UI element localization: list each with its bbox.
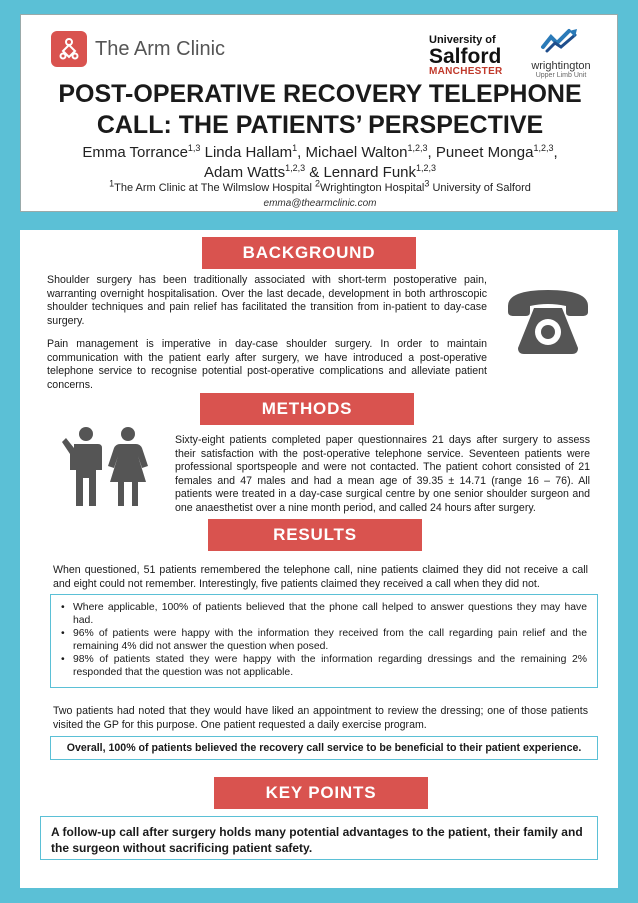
affiliation-number: 3 (424, 178, 430, 189)
results-bullet: • Where applicable, 100% of patients believed that the phone call helped to answer questions they may have had. (61, 601, 587, 627)
author-affiliation: 1,2,3 (533, 143, 554, 153)
poster-body (20, 230, 618, 888)
author-affiliation: 1,2,3 (407, 143, 428, 153)
poster-title (21, 79, 619, 141)
poster-header (20, 14, 618, 212)
title-line-2: CALL: THE PATIENTS’ PERSPECTIVE (96, 111, 544, 139)
results-intro: When questioned, 51 patients remembered the telephone call, nine patients claimed they did not receive a call and eight could not remember. Interestingly, five patients claimed they received a call when they did not. (53, 564, 588, 590)
author-name: Puneet Monga (435, 144, 534, 161)
contact-email: emma@thearmclinic.com (263, 198, 377, 209)
key-points-text: A follow-up call after surgery holds many potential advantages to the patient, their family and the surgeon without sacrificing patient safety. (40, 816, 598, 860)
results-findings-box (50, 594, 598, 688)
author-separator: & (305, 164, 324, 181)
author-name: Linda Hallam (204, 144, 293, 161)
author-name: Adam Watts (203, 164, 286, 181)
methods-heading: METHODS (200, 393, 414, 425)
results-bullet: • 96% of patients were happy with the information they received from the call regarding pain relief and the remaining 4% did not answer the question when posed. (61, 627, 587, 653)
author-name: Lennard Funk (323, 164, 417, 181)
salford-logo (429, 34, 503, 77)
wrightington-logo (521, 27, 601, 79)
author-separator: , (297, 144, 306, 161)
results-followup: Two patients had noted that they would have liked an appointment to review the dressing; one of those patients visited the GP for this purpose. One patient requested a daily exercise program. (53, 705, 588, 731)
affiliation-text: University of Salford (429, 182, 531, 194)
arm-clinic-logo-icon (51, 31, 87, 67)
arm-clinic-logo (51, 31, 225, 67)
affiliation-text: The Arm Clinic at The Wilmslow Hospital (114, 182, 316, 194)
affiliations (21, 178, 619, 194)
affiliation-number: 1 (109, 178, 115, 189)
results-overall: Overall, 100% of patients believed the recovery call service to be beneficial to their patient experience. (50, 736, 598, 760)
background-paragraph-1: Shoulder surgery has been traditionally associated with short-term postoperative pain, warranting overnight hospitalisation. Over the last decade, development in both arthroscopic shoulder techniques and pain relief has facilitated the transition from in-patient to day-case surgery. (47, 274, 487, 327)
affiliation-text: Wrightington Hospital (320, 182, 425, 194)
key-points-heading: KEY POINTS (214, 777, 428, 809)
wrightington-logo-name: wrightington (531, 60, 591, 72)
telephone-icon (504, 286, 592, 356)
clinic-name: The Arm Clinic (95, 37, 226, 60)
woman-icon (108, 426, 148, 508)
wrightington-logo-icon (539, 27, 583, 55)
author-affiliation: 1,3 (187, 143, 201, 153)
author-separator: , (427, 144, 436, 161)
author-affiliation: 1 (292, 143, 298, 153)
author-separator: , (553, 144, 558, 161)
methods-paragraph: Sixty-eight patients completed paper questionnaires 21 days after surgery to assess their satisfaction with the post-operative telephone service. Seventeen patients were professional sportspeople and were not contacted. The patient cohort consisted of 21 females and 47 males and had a mean age of 39.35 ± 14.71 (range 16 – 76). All patients were treated in a day-case surgical centre by one senior shoulder surgeon and one anaesthetist over a nine month period, and called 24 hours after surgery. (175, 434, 590, 514)
background-paragraph-2: Pain management is imperative in day-case shoulder surgery. In order to maintain communication with the patient early after surgery, we have introduced a post-operative telephone service to recognise potential post-operative complications and alleviate patient concerns. (47, 338, 487, 391)
author-list (21, 143, 619, 183)
author-name: Emma Torrance (82, 144, 188, 161)
salford-logo-name: Salford (429, 45, 502, 68)
results-bullet: • 98% of patients stated they were happy with the information regarding dressings and the remaining 2% responded that the question was not applicable. (61, 653, 587, 679)
salford-logo-city: MANCHESTER (429, 66, 503, 77)
affiliation-number: 2 (315, 178, 321, 189)
author-affiliation: 1,2,3 (285, 163, 306, 173)
author-name: Michael Walton (305, 144, 408, 161)
wrightington-logo-sub: Upper Limb Unit (535, 72, 587, 79)
author-affiliation: 1,2,3 (416, 163, 437, 173)
title-line-1: POST-OPERATIVE RECOVERY TELEPHONE (58, 80, 582, 108)
salford-logo-top: University of (429, 34, 496, 46)
background-heading: BACKGROUND (202, 237, 416, 269)
results-heading: RESULTS (208, 519, 422, 551)
